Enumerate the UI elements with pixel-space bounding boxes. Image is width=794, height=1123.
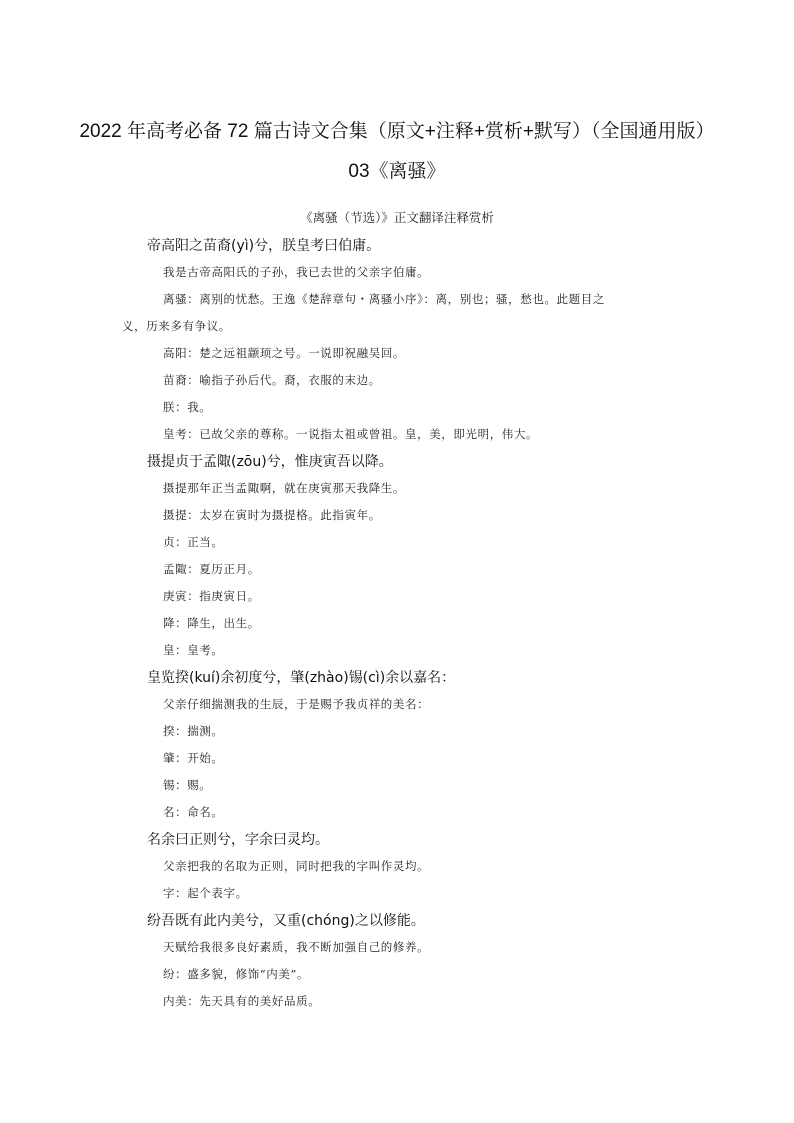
text-line [0,879,794,906]
verse-line: 皇览揆(kuí)余初度兮，肇(zhào)锡(cì)余以嘉名： [147,670,456,686]
verse-line: 名余曰正则兮，字余曰灵均。 [147,832,329,848]
translation-note: 名：命名。 [163,805,224,819]
translation-note: 孟陬：夏历正月。 [163,562,260,576]
translation-note: 父亲把我的名取为正则，同时把我的字叫作灵均。 [163,859,430,873]
text-line [0,609,794,636]
translation-note: 揆：揣测。 [163,724,224,738]
document-title: 2022 年高考必备 72 篇古诗文合集（原文+注释+赏析+默写）（全国通用版） [79,121,715,142]
translation-note: 肇：开始。 [163,751,224,765]
translation-note: 摄提：太岁在寅时为摄提格。此指寅年。 [163,508,381,522]
text-line [0,285,794,312]
translation-note: 离骚：离别的忧愁。王逸《楚辞章句・离骚小序》：离，别也；骚，愁也。此题目之 [163,292,605,306]
text-line [0,420,794,447]
translation-note: 皇考：已故父亲的尊称。一说指太祖或曾祖。皇，美，即光明，伟大。 [163,427,539,441]
translation-note: 高阳：楚之远祖颛顼之号。一说即祝融吴回。 [163,346,405,360]
text-line [0,933,794,960]
verse-line: 摄提贞于孟陬(zōu)兮，惟庚寅吾以降。 [147,454,393,470]
text-line [0,447,794,474]
text-line [0,825,794,852]
text-line [0,258,794,285]
text-line [0,474,794,501]
text-line [0,987,794,1014]
text-line [0,393,794,420]
text-line [0,852,794,879]
text-line [0,528,794,555]
text-line [0,798,794,825]
verse-line: 帝高阳之苗裔(yì)兮，朕皇考曰伯庸。 [147,238,381,254]
translation-note: 内美：先天具有的美好品质。 [163,994,321,1008]
document-title-part: 03《离骚》 [348,161,446,182]
text-line [0,339,794,366]
translation-note: 庚寅：指庚寅日。 [163,589,260,603]
translation-note: 天赋给我很多良好素质，我不断加强自己的修养。 [163,940,430,954]
translation-note: 锡：赐。 [163,778,212,792]
text-line [0,771,794,798]
text-line [0,231,794,258]
text-line [0,906,794,933]
translation-note: 贞：正当。 [163,535,224,549]
section-subtitle: 《离骚（节选）》正文翻译注释赏析 [300,210,494,225]
text-line [0,501,794,528]
text-line [0,312,794,339]
translation-note: 纷：盛多貌，修饰“内美”。 [163,967,310,981]
translation-note: 摄提那年正当孟陬啊，就在庚寅那天我降生。 [163,481,405,495]
translation-note: 降：降生，出生。 [163,616,260,630]
text-line [0,366,794,393]
translation-note: 字：起个表字。 [163,886,248,900]
text-line [0,555,794,582]
text-line [0,960,794,987]
verse-line: 纷吾既有此内美兮，又重(chóng)之以修能。 [147,913,425,929]
translation-note: 朕：我。 [163,400,212,414]
translation-note: 皇：皇考。 [163,643,224,657]
text-line [0,690,794,717]
text-line [0,636,794,663]
note-continuation: 义，历来多有争议。 [122,319,231,333]
translation-note: 苗裔：喻指子孙后代。裔，衣服的末边。 [163,373,381,387]
translation-note: 父亲仔细揣测我的生辰，于是赐予我贞祥的美名： [163,697,430,711]
text-line [0,744,794,771]
text-line [0,582,794,609]
text-body [0,231,794,1014]
translation-note: 我是古帝高阳氏的子孙，我已去世的父亲字伯庸。 [163,265,430,279]
text-line [0,663,794,690]
text-line [0,717,794,744]
